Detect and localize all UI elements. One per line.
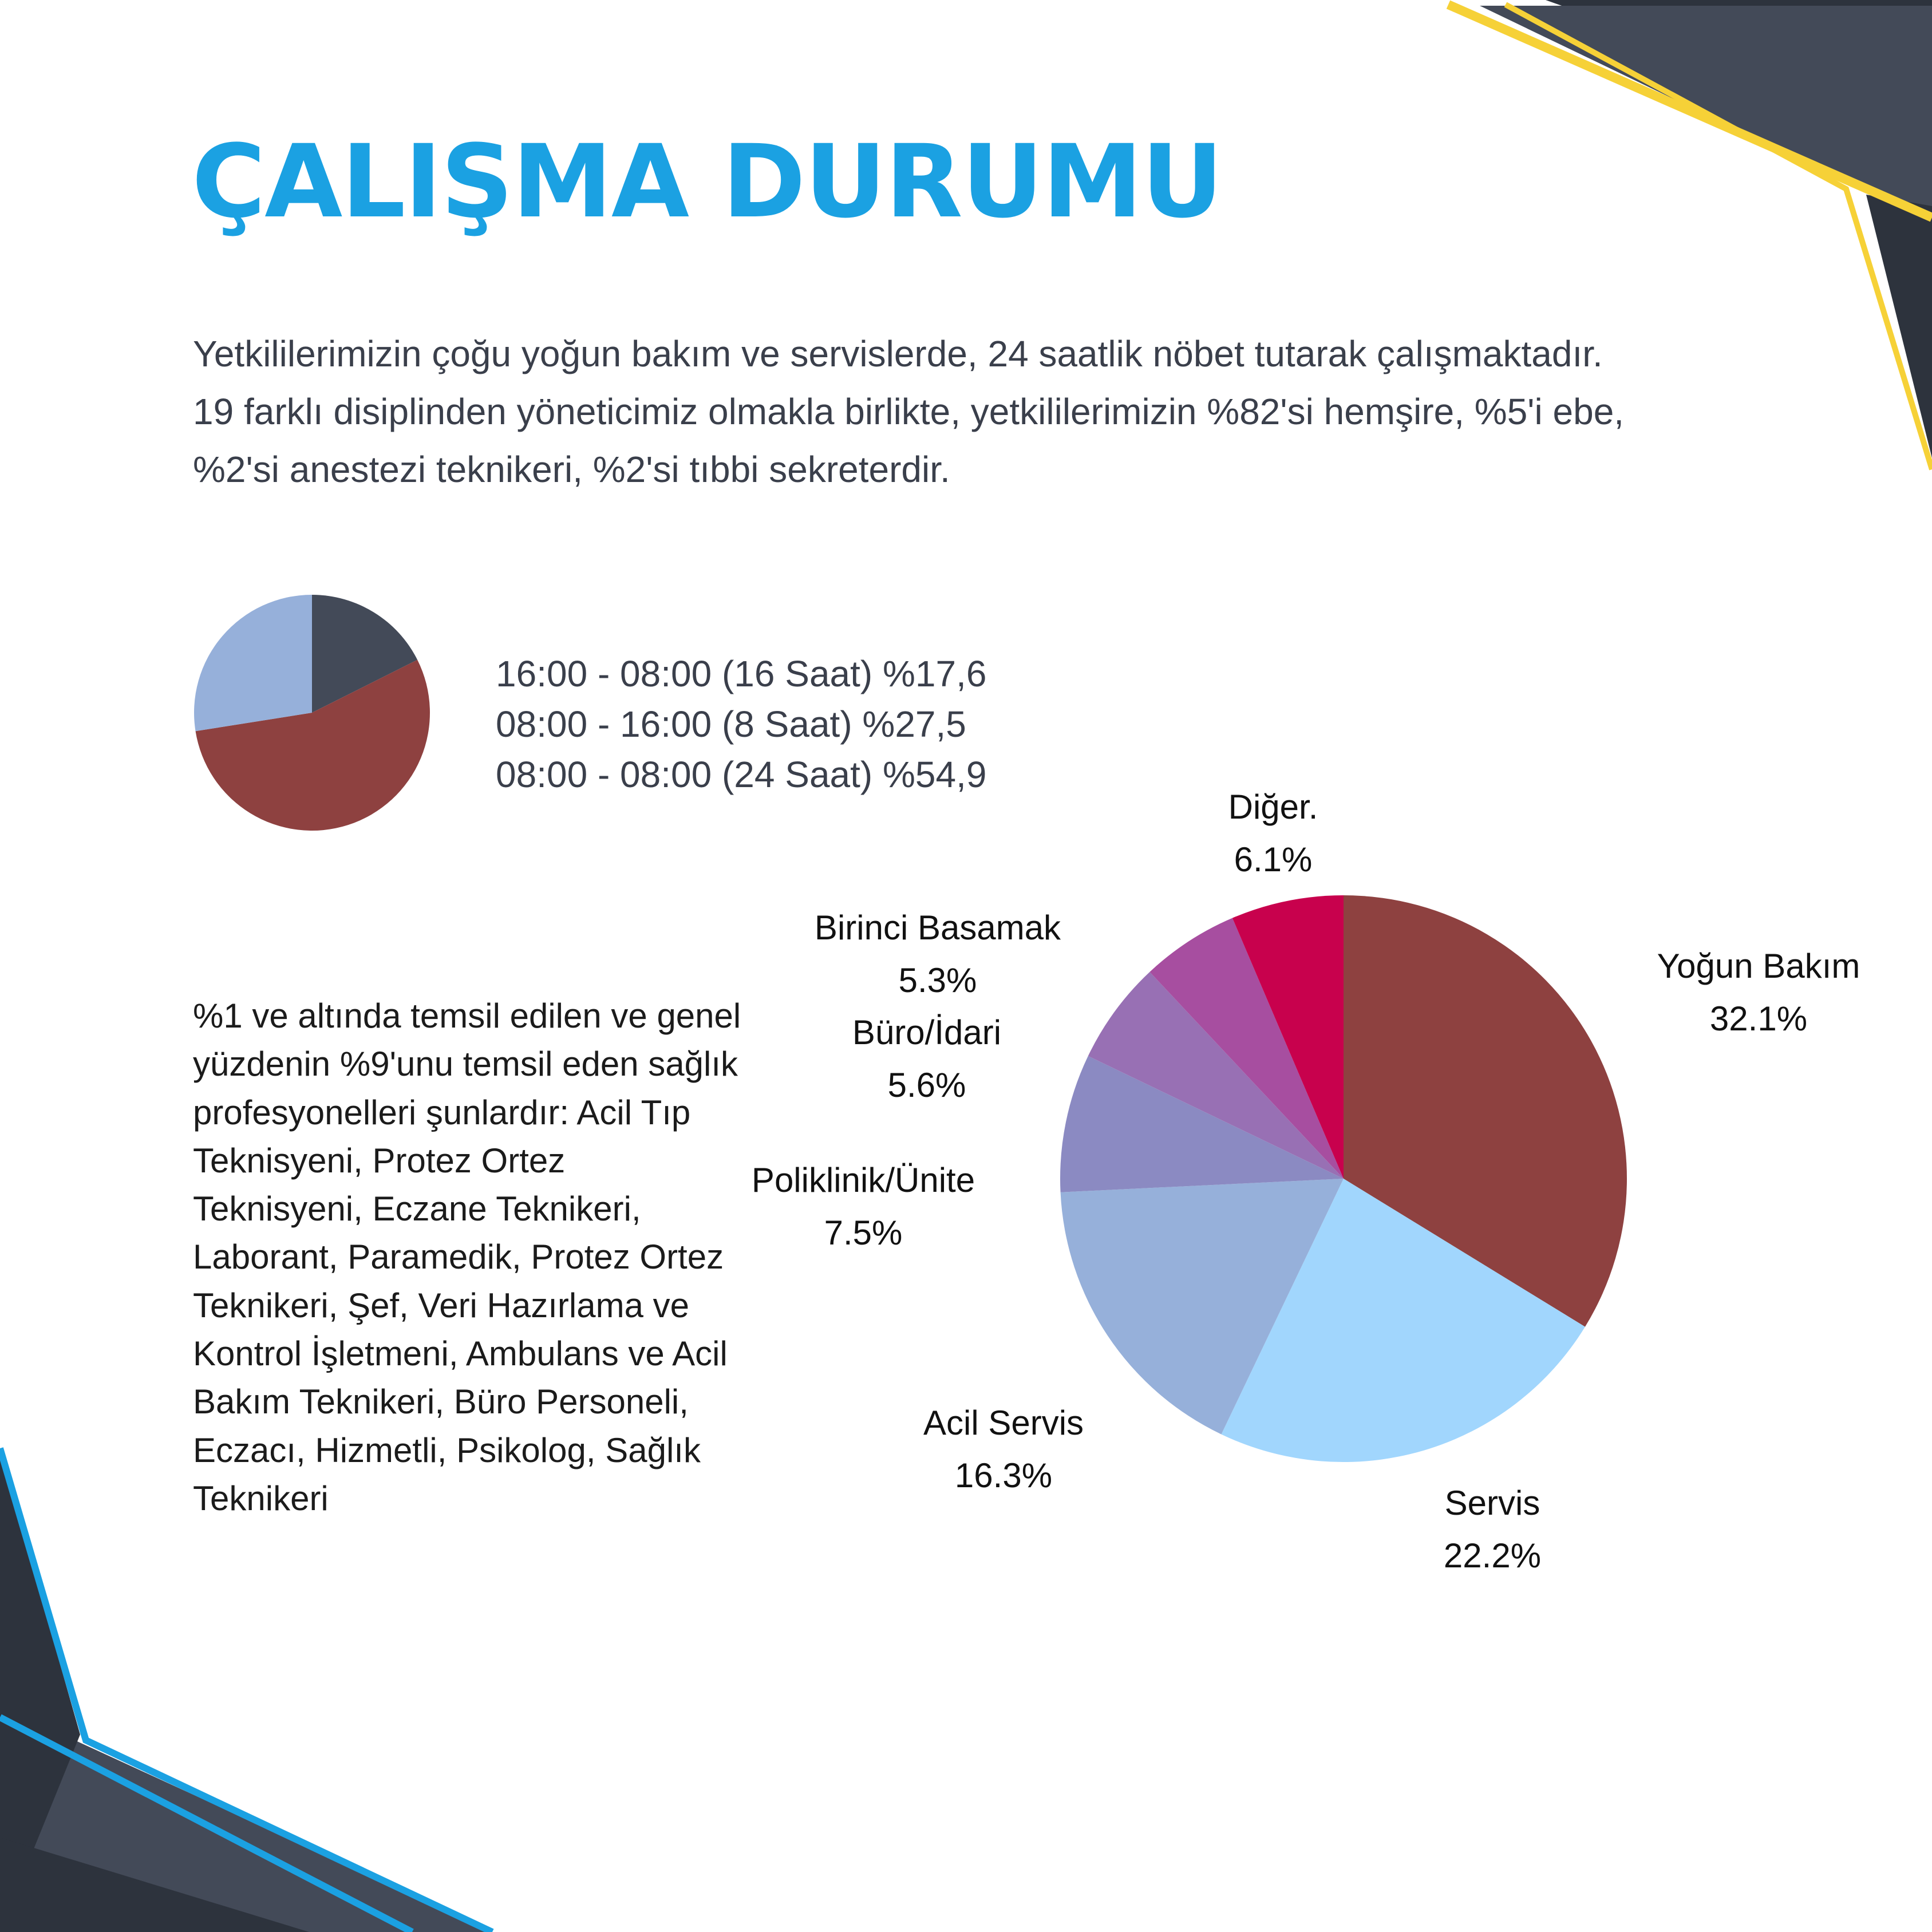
pie-label-value: 22.2% <box>1443 1536 1542 1575</box>
pie-label <box>1073 781 1473 886</box>
intro-line: 19 farklı disiplinden yöneticimiz olmakla birlikte, yetkililerimizin %82'si hemşire, %5'i ebe, <box>193 391 1625 432</box>
pie-label <box>1292 1477 1693 1582</box>
pie-label-name: Servis <box>1444 1484 1540 1522</box>
pie-label-value: 6.1% <box>1234 840 1313 879</box>
pie-label-name: Büro/İdari <box>852 1013 1002 1052</box>
page-title: ÇALIŞMA DURUMU <box>192 123 1222 240</box>
pie-label <box>663 1154 1064 1259</box>
intro-line: %2'si anestezi teknikeri, %2'si tıbbi sekreterdir. <box>193 449 950 490</box>
pie-label <box>726 1006 1127 1112</box>
pie-label-name: Poliklinik/Ünite <box>751 1161 975 1199</box>
pie-label-name: Acil Servis <box>923 1404 1084 1442</box>
pie-label <box>803 1397 1204 1502</box>
legend-item: 16:00 - 08:00 (16 Saat) %17,6 <box>496 653 987 694</box>
pie-label-name: Birinci Basamak <box>814 908 1061 947</box>
pie-label-value: 5.3% <box>898 961 977 999</box>
legend-item: 08:00 - 16:00 (8 Saat) %27,5 <box>496 704 966 745</box>
pie-label-name: Yoğun Bakım <box>1657 947 1860 985</box>
pie-label-value: 32.1% <box>1709 999 1808 1038</box>
professions-note: %1 ve altında temsil edilen ve genel yüzdenin %9'unu temsil eden sağlık profesyonelleri şunlardır: Acil Tıp Teknisyeni, Protez Ortez Teknisyeni, Eczane Teknikeri, Laborant, Paramedik, Protez Ortez Teknikeri, Şef, Veri Hazırlama ve Kontrol İşletmeni, Ambulans ve Acil Bakım Teknikeri, Büro Personeli, Eczacı, Hizmetli, Psikolog, Sağlık Teknikeri <box>193 997 741 1518</box>
pie-label-name: Diğer. <box>1228 788 1318 826</box>
legend-item: 08:00 - 08:00 (24 Saat) %54,9 <box>496 754 987 795</box>
pie-label-value: 16.3% <box>954 1456 1053 1495</box>
pie-label <box>737 902 1138 1007</box>
pie-label-value: 5.6% <box>887 1066 966 1104</box>
pie-label-value: 7.5% <box>824 1214 903 1252</box>
pie-label <box>1558 940 1932 1045</box>
intro-line: Yetkililerimizin çoğu yoğun bakım ve servislerde, 24 saatlik nöbet tutarak çalışmaktadır. <box>193 333 1603 374</box>
